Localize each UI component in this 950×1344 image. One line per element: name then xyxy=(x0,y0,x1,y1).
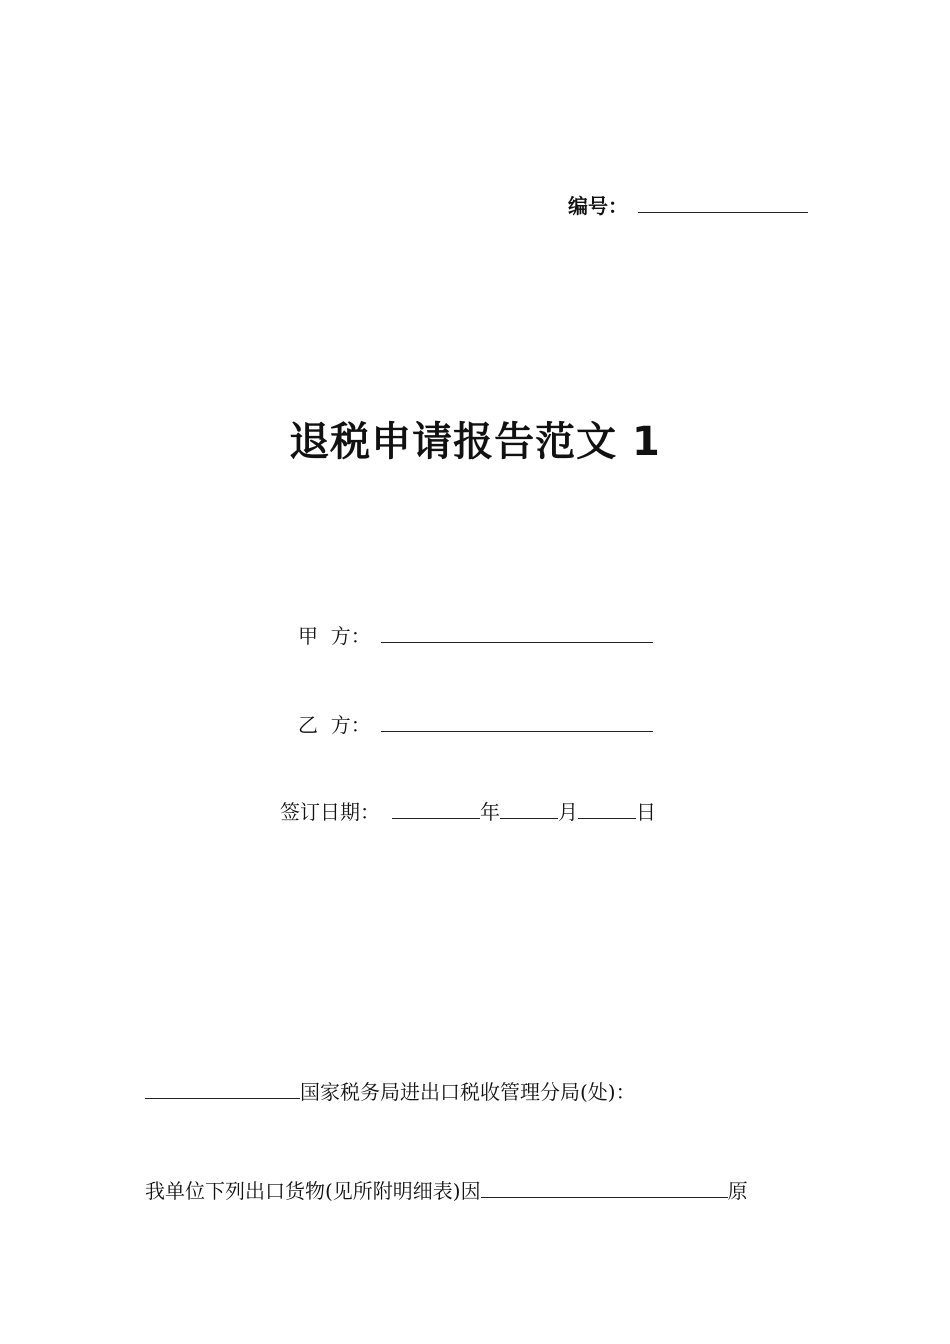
sign-date-year-label: 年 xyxy=(480,800,500,824)
body-line-prefix: 我单位下列出口货物(见所附明细表)因 xyxy=(145,1179,481,1203)
party-a-blank[interactable] xyxy=(381,641,653,643)
sign-date-field xyxy=(280,796,656,825)
reason-blank[interactable] xyxy=(481,1196,728,1198)
addressee-blank[interactable] xyxy=(145,1097,300,1099)
sign-date-month-blank[interactable] xyxy=(500,817,558,819)
sign-date-month-label: 月 xyxy=(558,800,578,824)
sign-date-day-blank[interactable] xyxy=(578,817,636,819)
addressee-text: 国家税务局进出口税收管理分局(处)： xyxy=(300,1080,636,1104)
party-a-label: 甲 方： xyxy=(298,624,371,648)
document-number-label: 编号： xyxy=(568,194,628,218)
body-paragraph-line xyxy=(145,1175,748,1204)
document-number-blank[interactable] xyxy=(638,211,808,213)
document-number-field xyxy=(568,190,808,219)
sign-date-day-label: 日 xyxy=(636,800,656,824)
party-b-field xyxy=(298,709,653,738)
party-a-field xyxy=(298,620,653,649)
document-title: 退税申请报告范文 1 xyxy=(289,419,661,465)
party-b-blank[interactable] xyxy=(381,730,653,732)
addressee-line xyxy=(145,1076,636,1105)
sign-date-year-blank[interactable] xyxy=(392,817,480,819)
party-b-label: 乙 方： xyxy=(298,713,371,737)
sign-date-label: 签订日期： xyxy=(280,800,380,824)
body-line-suffix: 原 xyxy=(727,1179,748,1203)
